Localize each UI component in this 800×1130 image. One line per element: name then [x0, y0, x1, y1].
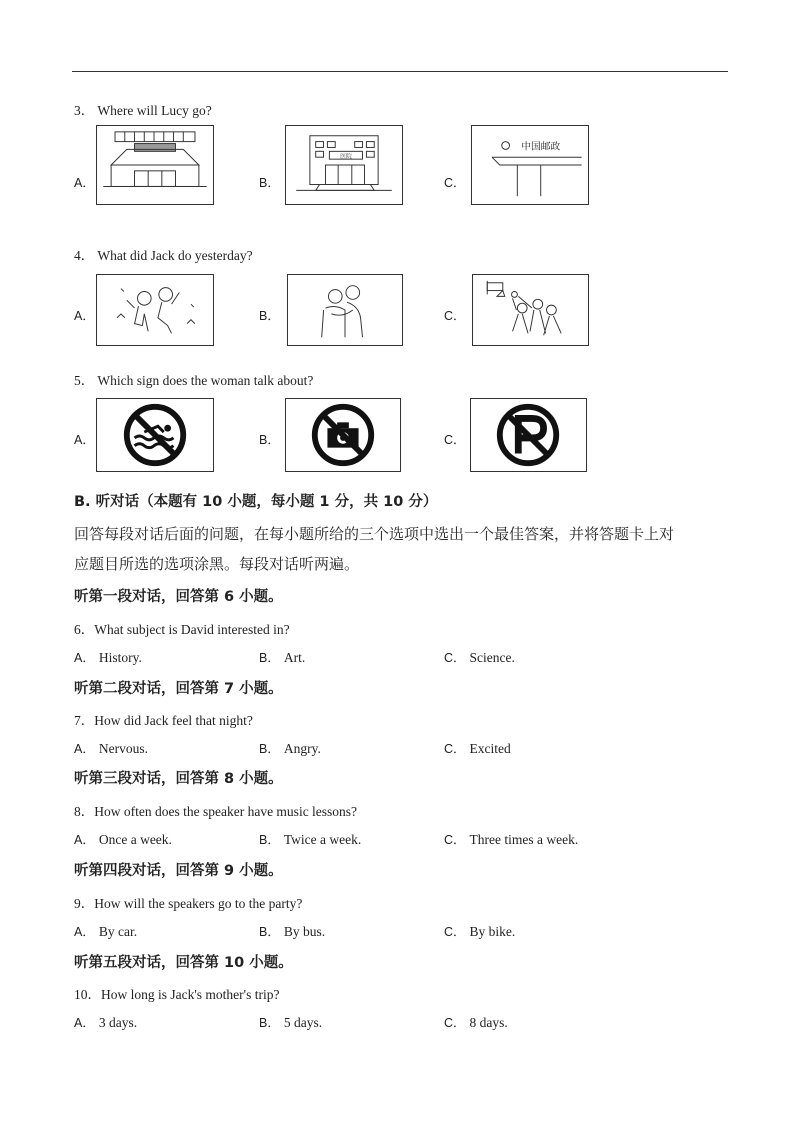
- no-parking-sign-icon: [471, 399, 586, 471]
- q9-option-b: B． By bus.: [259, 924, 326, 939]
- basketball-players-icon: [473, 275, 588, 345]
- question-4: 4． What did Jack do yesterday?: [74, 248, 253, 263]
- q4-option-a-picture: [96, 274, 214, 346]
- no-swimming-sign-icon: [97, 399, 213, 471]
- question-7: 7．How did Jack feel that night?: [74, 713, 253, 728]
- question-5: 5． Which sign does the woman talk about?: [74, 373, 314, 388]
- q4-option-b-label: B．: [259, 309, 280, 323]
- dialogue-2-intro: 听第二段对话，回答第 7 小题。: [74, 681, 283, 697]
- q5-option-a-label: A．: [74, 433, 95, 447]
- dialogue-1-intro: 听第一段对话，回答第 6 小题。: [74, 589, 283, 605]
- question-10: 10．How long is Jack's mother's trip?: [74, 987, 280, 1002]
- q5-option-b-label: B．: [259, 433, 280, 447]
- question-8: 8．How often does the speaker have music lessons?: [74, 804, 358, 819]
- q6-option-c: C． Science.: [444, 650, 515, 665]
- post-office-sign-text: 中国邮政: [521, 141, 561, 153]
- dialogue-5-intro: 听第五段对话，回答第 10 小题。: [74, 955, 293, 971]
- q4-option-a-label: A．: [74, 309, 95, 323]
- q5-option-c-picture: [470, 398, 587, 472]
- post-office-icon: [472, 126, 588, 204]
- q4-option-c-picture: [472, 274, 589, 346]
- q3-option-c-picture: [471, 125, 589, 205]
- dialogue-3-intro: 听第三段对话，回答第 8 小题。: [74, 771, 283, 787]
- section-b-instruction-line1: 回答每段对话后面的问题，在每小题所给的三个选项中选出一个最佳答案，并将答题卡上对: [74, 525, 675, 543]
- q6-option-b: B． Art.: [259, 650, 306, 665]
- q8-option-b: B． Twice a week.: [259, 832, 362, 847]
- q7-option-c: C． Excited: [444, 741, 511, 756]
- header-rule: [72, 71, 728, 72]
- section-b-heading: B. 听对话（本题有 10 小题，每小题 1 分，共 10 分）: [74, 494, 438, 510]
- q5-option-c-label: C．: [444, 433, 466, 447]
- section-b-instruction-line2: 应题目所选的选项涂黑。每段对话听两遍。: [74, 555, 360, 573]
- q3-option-b-picture: [285, 125, 403, 205]
- q3-option-b-label: B．: [259, 176, 280, 190]
- question-3: 3． Where will Lucy go?: [74, 103, 212, 118]
- q5-option-a-picture: [96, 398, 214, 472]
- q3-option-a-picture: [96, 125, 214, 205]
- q7-option-b: B． Angry.: [259, 741, 321, 756]
- q10-option-c: C． 8 days.: [444, 1015, 508, 1030]
- people-hugging-icon: [288, 275, 402, 345]
- q10-option-a: A． 3 days.: [74, 1015, 138, 1030]
- q9-option-c: C． By bike.: [444, 924, 516, 939]
- q9-option-a: A． By car.: [74, 924, 138, 939]
- q6-option-a: A． History.: [74, 650, 142, 665]
- no-photography-sign-icon: [286, 399, 400, 471]
- shopping-mall-icon: [97, 126, 213, 204]
- dialogue-4-intro: 听第四段对话，回答第 9 小题。: [74, 863, 283, 879]
- q7-option-a: A． Nervous.: [74, 741, 148, 756]
- question-6: 6．What subject is David interested in?: [74, 622, 290, 637]
- q8-option-a: A． Once a week.: [74, 832, 172, 847]
- dancing-kids-icon: [97, 275, 213, 345]
- q3-option-a-label: A．: [74, 176, 95, 190]
- q5-option-b-picture: [285, 398, 401, 472]
- question-9: 9．How will the speakers go to the party?: [74, 896, 303, 911]
- q8-option-c: C． Three times a week.: [444, 832, 579, 847]
- hospital-sign-text: 医院: [340, 154, 352, 161]
- q4-option-b-picture: [287, 274, 403, 346]
- q10-option-b: B． 5 days.: [259, 1015, 323, 1030]
- q4-option-c-label: C．: [444, 309, 466, 323]
- q3-option-c-label: C．: [444, 176, 466, 190]
- hospital-icon: [286, 126, 402, 204]
